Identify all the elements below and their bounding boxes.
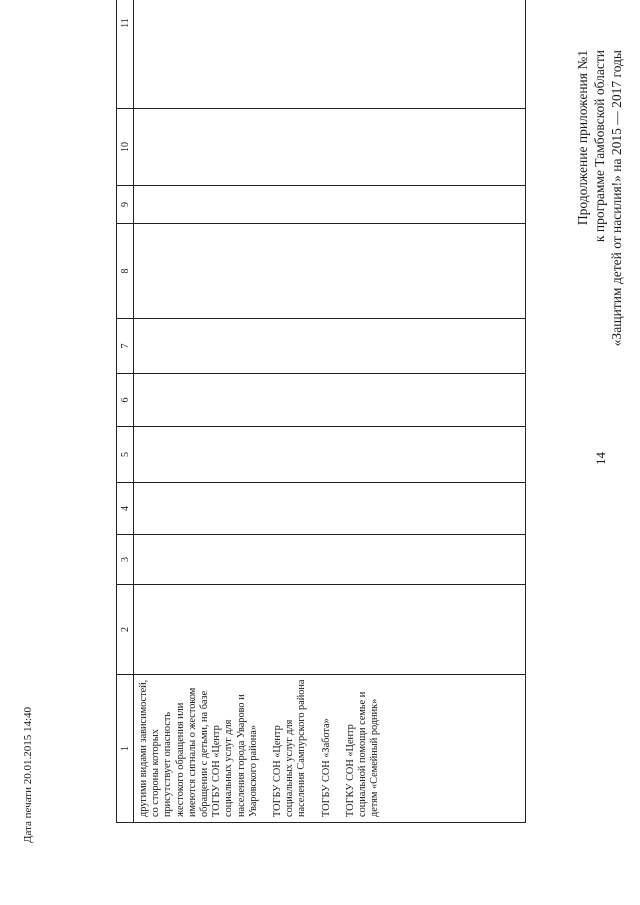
table-cell	[134, 585, 526, 675]
col1-block-4: ТОГКУ СОН «Центр социальной помощи семье и детям «Семейный родник»	[344, 691, 381, 817]
column-header: 11	[117, 0, 134, 109]
column-header: 10	[117, 109, 134, 186]
table-cell	[134, 186, 526, 224]
column-header: 9	[117, 186, 134, 224]
page-number: 14	[593, 452, 608, 465]
col1-block-1: другими видами зависимостей, со стороны которых присутствует опасность жестокого обращения или имеются сигналы о жестоком обращении с детьми, на базе ТОГБУ СОН «Центр социальных услуг для населения города Уварово и Уваровского района»	[138, 679, 259, 817]
table-row	[134, 0, 526, 823]
column-header: 7	[117, 319, 134, 374]
column-header: 4	[117, 483, 134, 535]
col1-block-3: ТОГБУ СОН «Забота»	[320, 718, 332, 817]
column-header: 2	[117, 585, 134, 675]
table-cell	[134, 224, 526, 319]
table-header-row	[117, 0, 134, 823]
table-cell	[134, 0, 526, 109]
print-date: Дата печати 20.01.2015 14:40	[22, 706, 34, 843]
program-table	[116, 0, 526, 823]
document-header	[574, 50, 625, 346]
table-cell	[134, 109, 526, 186]
column-header: 6	[117, 374, 134, 427]
column-header: 8	[117, 224, 134, 319]
column-header: 3	[117, 535, 134, 585]
col1-block-2: ТОГБУ СОН «Центр социальных услуг для населения Сампурского района	[272, 679, 308, 817]
header-line-3: «Защитим детей от насилия!» на 2015 — 2017 годы	[609, 50, 624, 347]
column-header: 5	[117, 427, 134, 483]
header-line-2: к программе Тамбовской области	[592, 50, 607, 243]
table-cell	[134, 374, 526, 427]
column-header: 1	[117, 675, 134, 823]
table-cell	[134, 427, 526, 483]
header-line-1: Продолжение приложения №1	[575, 50, 590, 226]
table-cell	[134, 483, 526, 535]
table-cell	[134, 319, 526, 374]
table-cell	[134, 535, 526, 585]
table-cell-col1	[134, 675, 526, 823]
